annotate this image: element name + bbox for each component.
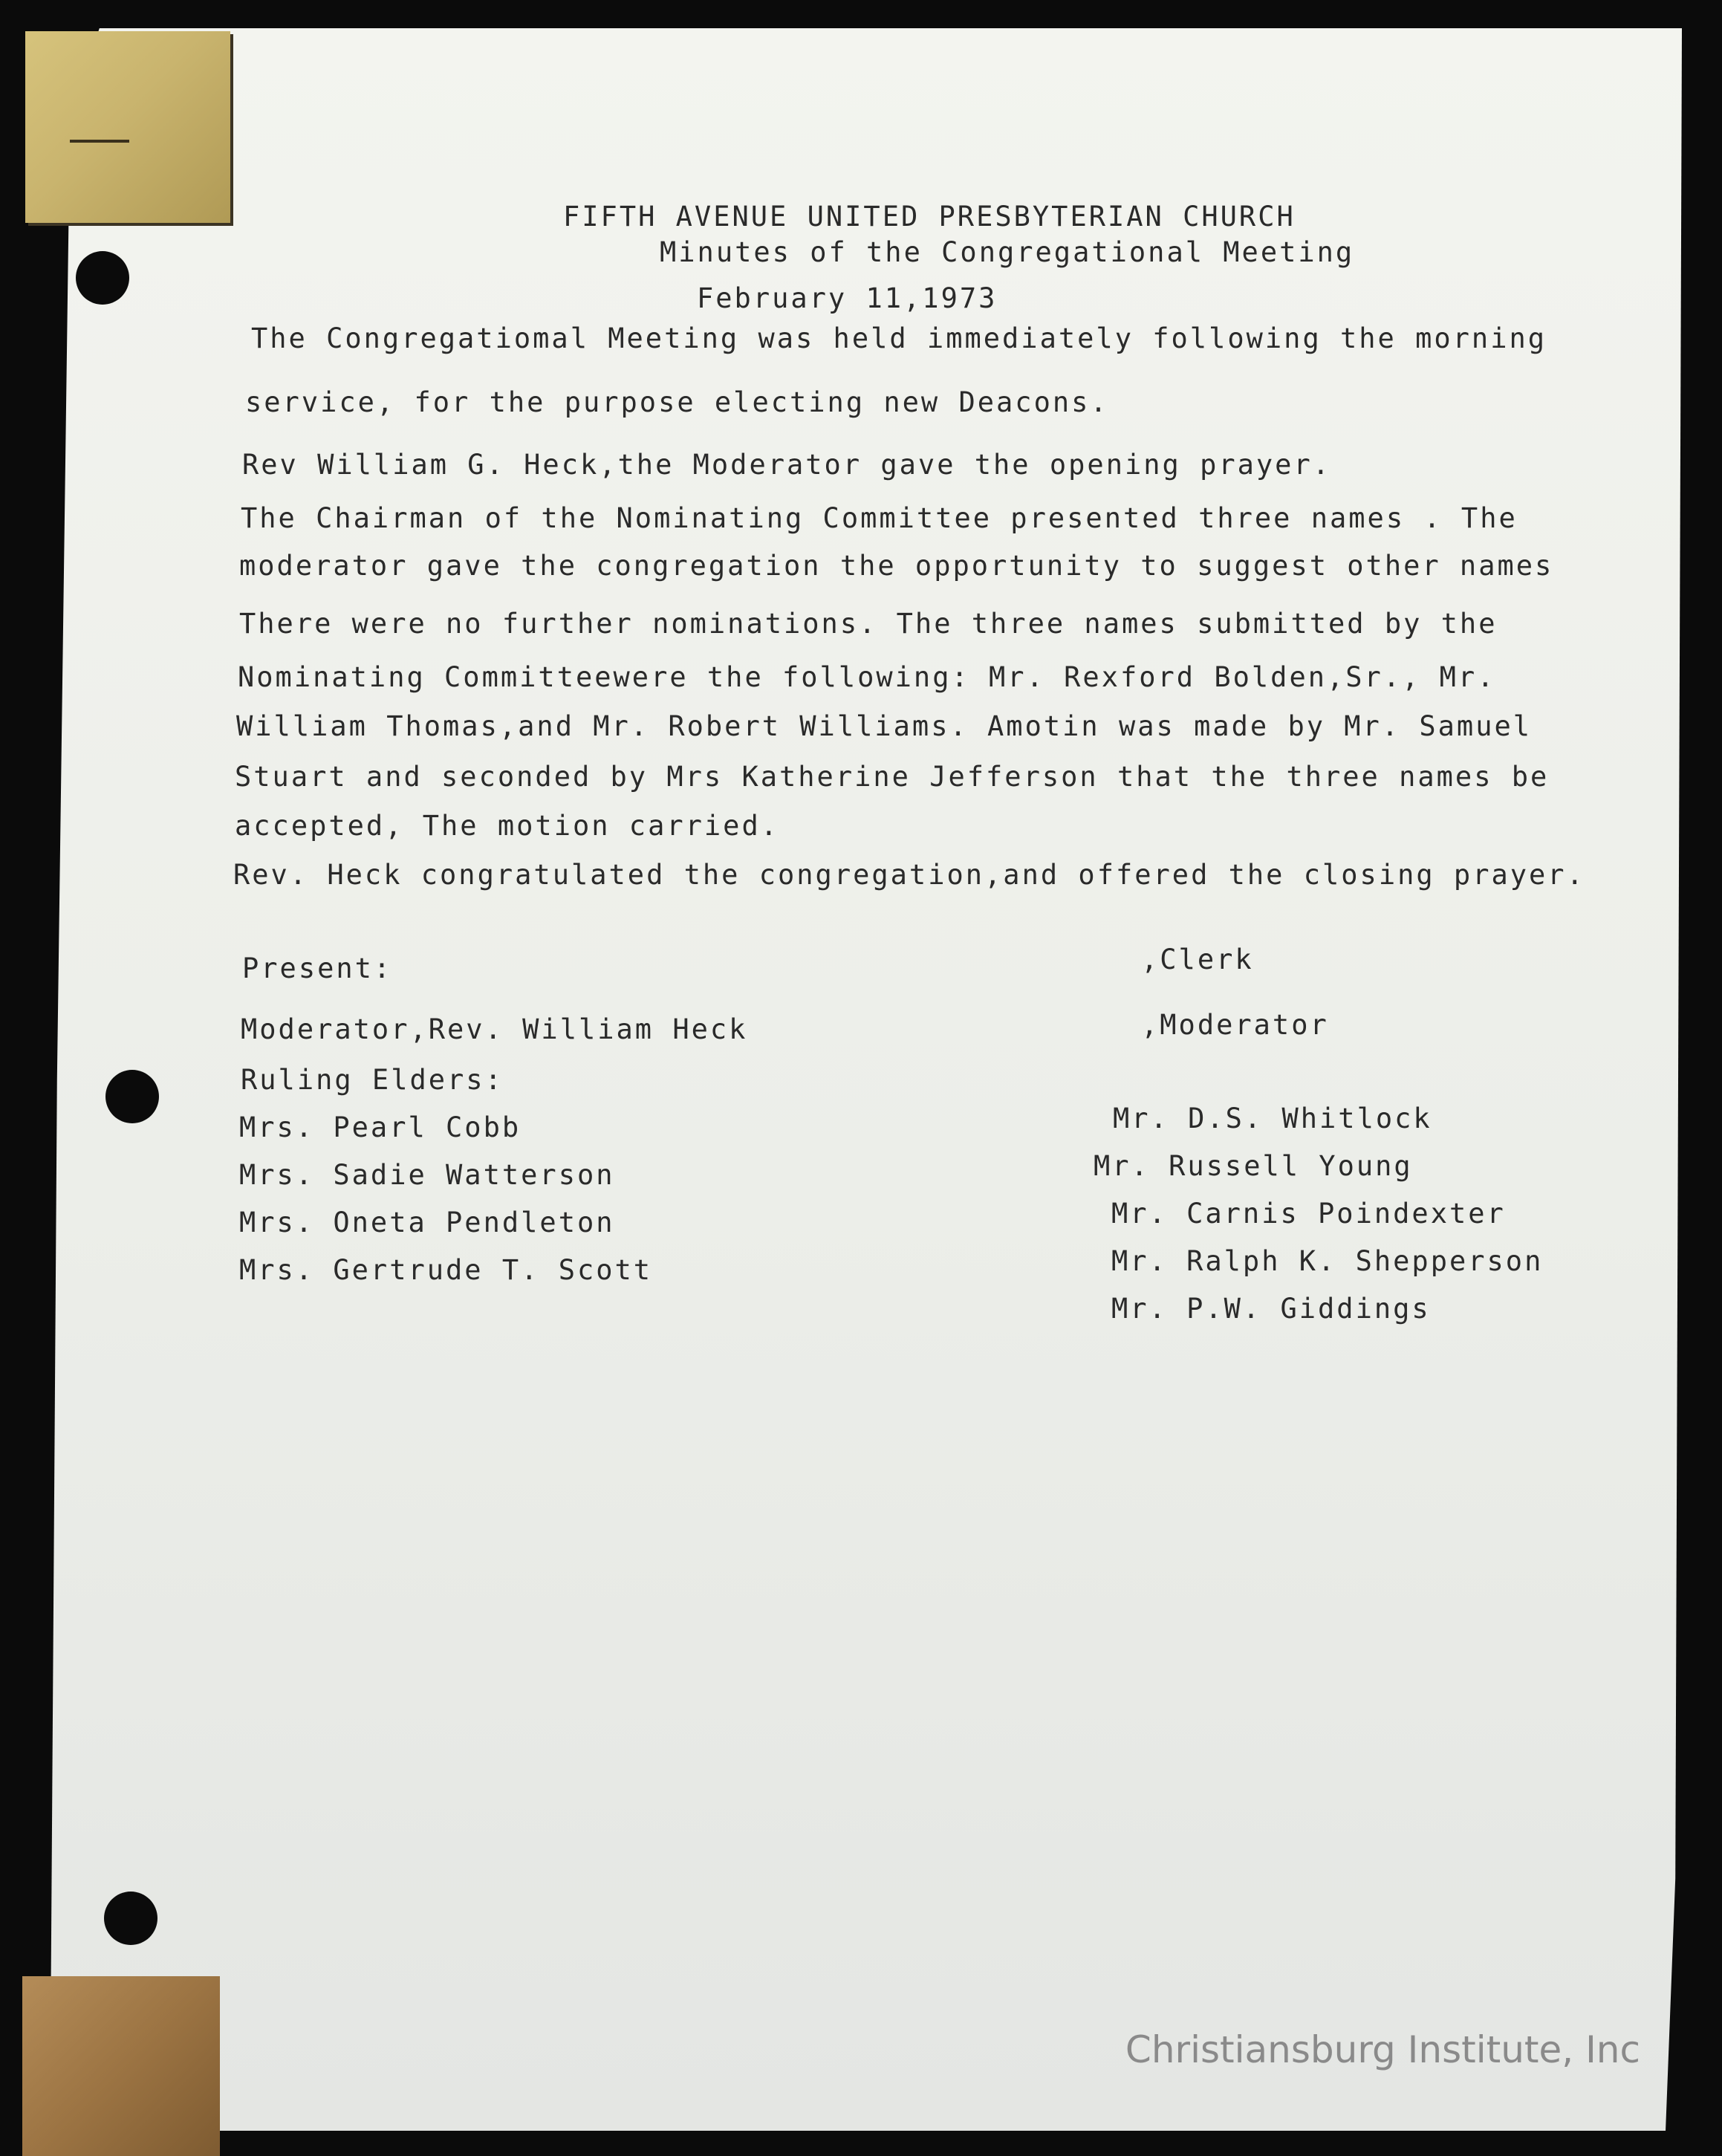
elder-name: Mrs. Oneta Pendleton xyxy=(239,1207,615,1238)
body-line: Rev William G. Heck,the Moderator gave the opening prayer. xyxy=(242,449,1332,481)
elder-name: Mr. P.W. Giddings xyxy=(1111,1293,1431,1325)
moderator-signature-line: ,Moderator xyxy=(1141,1009,1329,1041)
body-line: service, for the purpose electing new Deacons. xyxy=(245,386,1109,418)
elder-name: Mr. D.S. Whitlock xyxy=(1113,1103,1432,1134)
bottom-metal-clip xyxy=(22,1976,220,2156)
elder-name: Mrs. Pearl Cobb xyxy=(239,1111,522,1143)
body-line: Rev. Heck congratulated the congregation,and offered the closing prayer. xyxy=(233,859,1585,891)
elder-name: Mrs. Sadie Watterson xyxy=(239,1159,615,1191)
elder-name: Mr. Russell Young xyxy=(1094,1150,1413,1182)
elder-name: Mr. Ralph K. Shepperson xyxy=(1111,1245,1544,1277)
church-title: FIFTH AVENUE UNITED PRESBYTERIAN CHURCH xyxy=(563,201,1296,233)
elder-name: Mrs. Gertrude T. Scott xyxy=(239,1254,653,1286)
body-line: William Thomas,and Mr. Robert Williams. Amotin was made by Mr. Samuel xyxy=(236,710,1533,742)
body-line: Nominating Committeewere the following: Mr. Rexford Bolden,Sr., Mr. xyxy=(238,661,1496,693)
clip-mark xyxy=(70,140,129,143)
body-line: accepted, The motion carried. xyxy=(235,810,780,842)
minutes-subtitle: Minutes of the Congregational Meeting xyxy=(660,236,1355,268)
moderator-line: Moderator,Rev. William Heck xyxy=(241,1013,748,1045)
top-metal-clip xyxy=(25,31,230,223)
body-line: The Congregatiomal Meeting was held immediately following the morning xyxy=(251,322,1547,354)
meeting-date: February 11,1973 xyxy=(697,282,998,314)
source-watermark: Christiansburg Institute, Inc xyxy=(1125,2028,1640,2071)
punch-hole-top xyxy=(76,251,129,305)
body-line: There were no further nominations. The three names submitted by the xyxy=(239,608,1498,640)
present-label: Present: xyxy=(242,952,393,984)
ruling-elders-label: Ruling Elders: xyxy=(241,1064,504,1096)
body-line: moderator gave the congregation the opportunity to suggest other names xyxy=(239,550,1554,582)
clerk-signature-line: ,Clerk xyxy=(1141,944,1254,975)
body-line: Stuart and seconded by Mrs Katherine Jefferson that the three names be xyxy=(235,761,1550,793)
elder-name: Mr. Carnis Poindexter xyxy=(1111,1198,1506,1230)
body-line: The Chairman of the Nominating Committee presented three names . The xyxy=(241,502,1518,534)
punch-hole-bottom xyxy=(104,1892,157,1945)
punch-hole-middle xyxy=(105,1070,159,1123)
